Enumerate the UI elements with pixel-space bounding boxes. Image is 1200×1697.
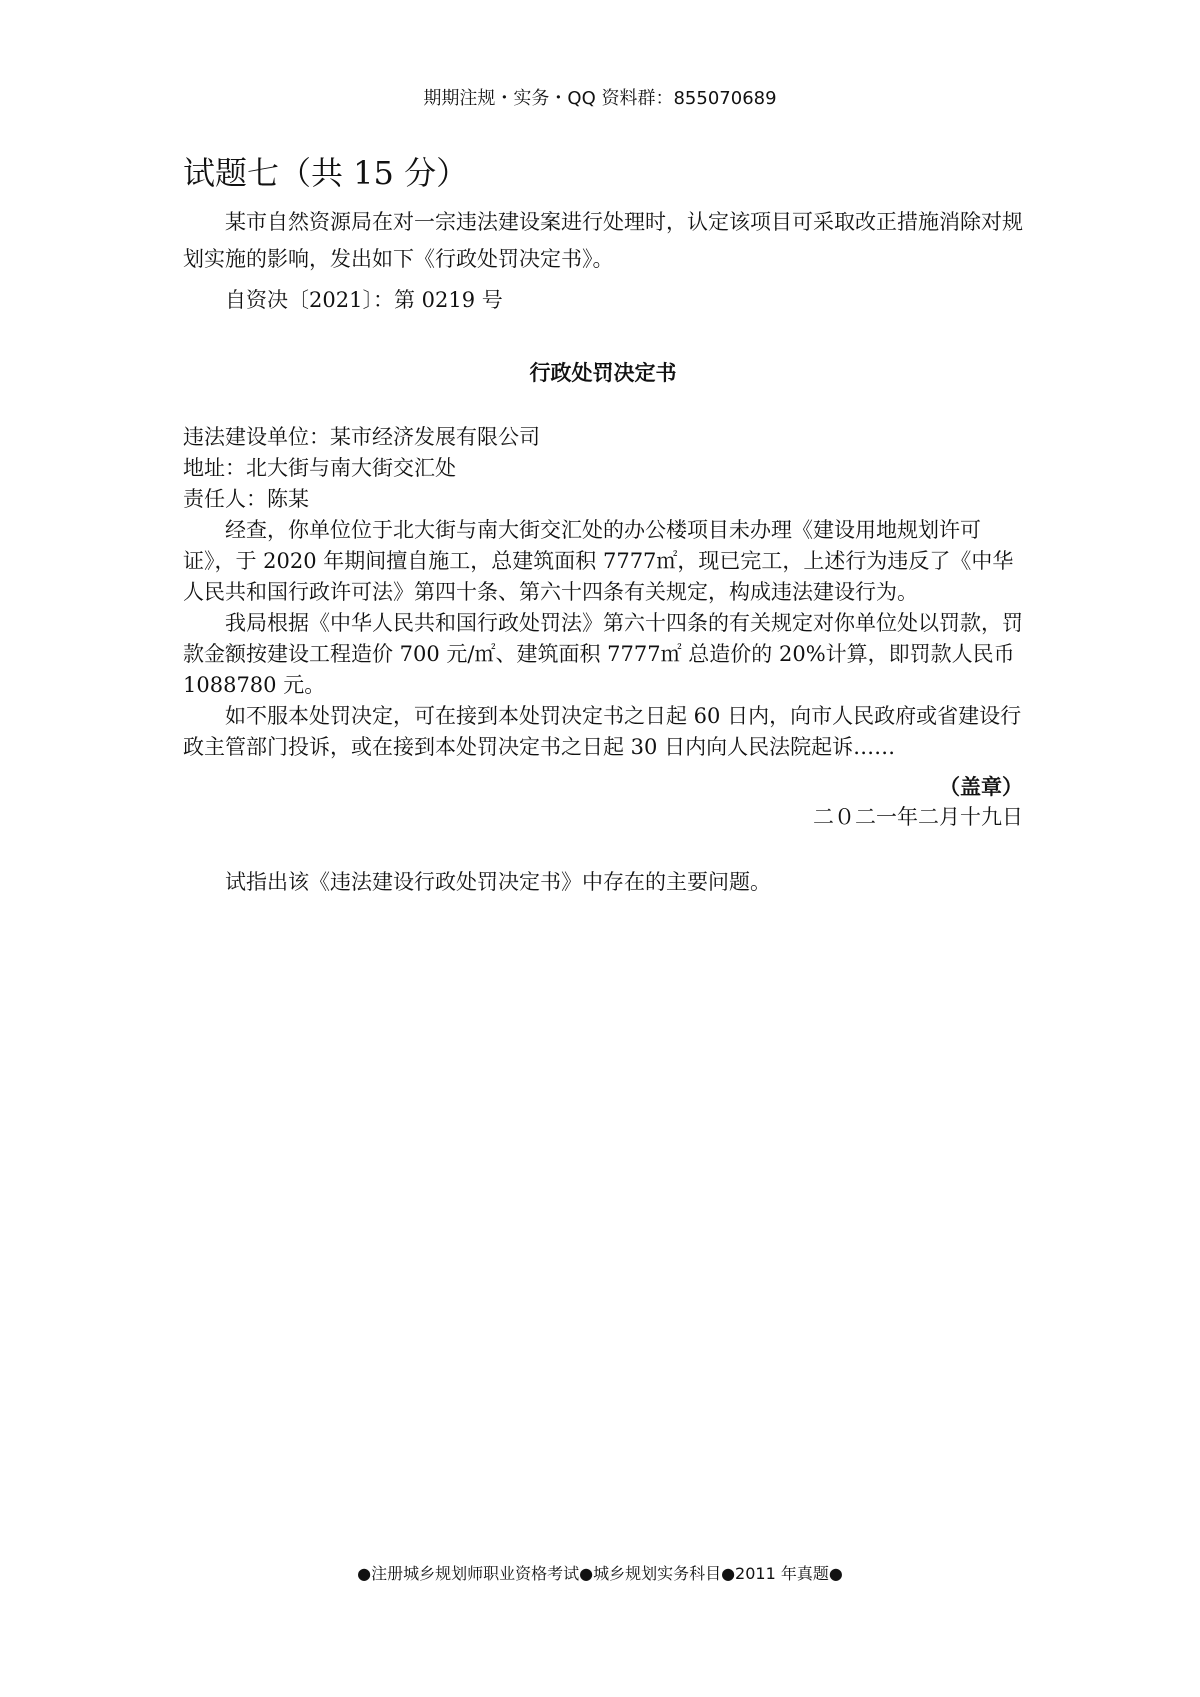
body-paragraph-appeal: 如不服本处罚决定，可在接到本处罚决定书之日起 60 日内，向市人民政府或省建设行政主管部门投诉，或在接到本处罚决定书之日起 30 日内向人民法院起诉……	[183, 704, 1022, 759]
decision-title: 行政处罚决定书	[529, 361, 677, 385]
field-address: 地址：北大街与南大街交汇处	[183, 456, 456, 480]
field-violator: 违法建设单位：某市经济发展有限公司	[183, 425, 540, 449]
page-footer: ●注册城乡规划师职业资格考试●城乡规划实务科目●2011 年真题●	[357, 1564, 843, 1583]
document-number: 自资决〔2021〕：第 0219 号	[225, 288, 503, 312]
body-paragraph-penalty: 我局根据《中华人民共和国行政处罚法》第六十四条的有关规定对你单位处以罚款，罚款金额按建设工程造价 700 元/㎡、建筑面积 7777㎡ 总造价的 20%计算，即罚款人民币 1088780 元。	[183, 611, 1023, 697]
decision-date: 二０二一年二月十九日	[813, 805, 1023, 829]
seal-label: （盖章）	[939, 774, 1023, 799]
body-paragraph-findings: 经查，你单位位于北大街与南大街交汇处的办公楼项目未办理《建设用地规划许可证》，于 2020 年期间擅自施工，总建筑面积 7777㎡，现已完工，上述行为违反了《中华人民共和国行政许可法》第四十条、第六十四条有关规定，构成违法建设行为。	[183, 518, 1014, 604]
party-fields	[183, 422, 1023, 515]
page-header: 期期注规・实务・QQ 资料群：855070689	[423, 88, 777, 109]
intro-paragraph: 某市自然资源局在对一宗违法建设案进行处理时，认定该项目可采取改正措施消除对规划实施的影响，发出如下《行政处罚决定书》。	[183, 210, 1023, 271]
question-prompt: 试指出该《违法建设行政处罚决定书》中存在的主要问题。	[225, 870, 771, 894]
field-responsible-person: 责任人：陈某	[183, 487, 309, 511]
question-title: 试题七（共 15 分）	[183, 154, 469, 192]
document-content	[183, 150, 1023, 898]
